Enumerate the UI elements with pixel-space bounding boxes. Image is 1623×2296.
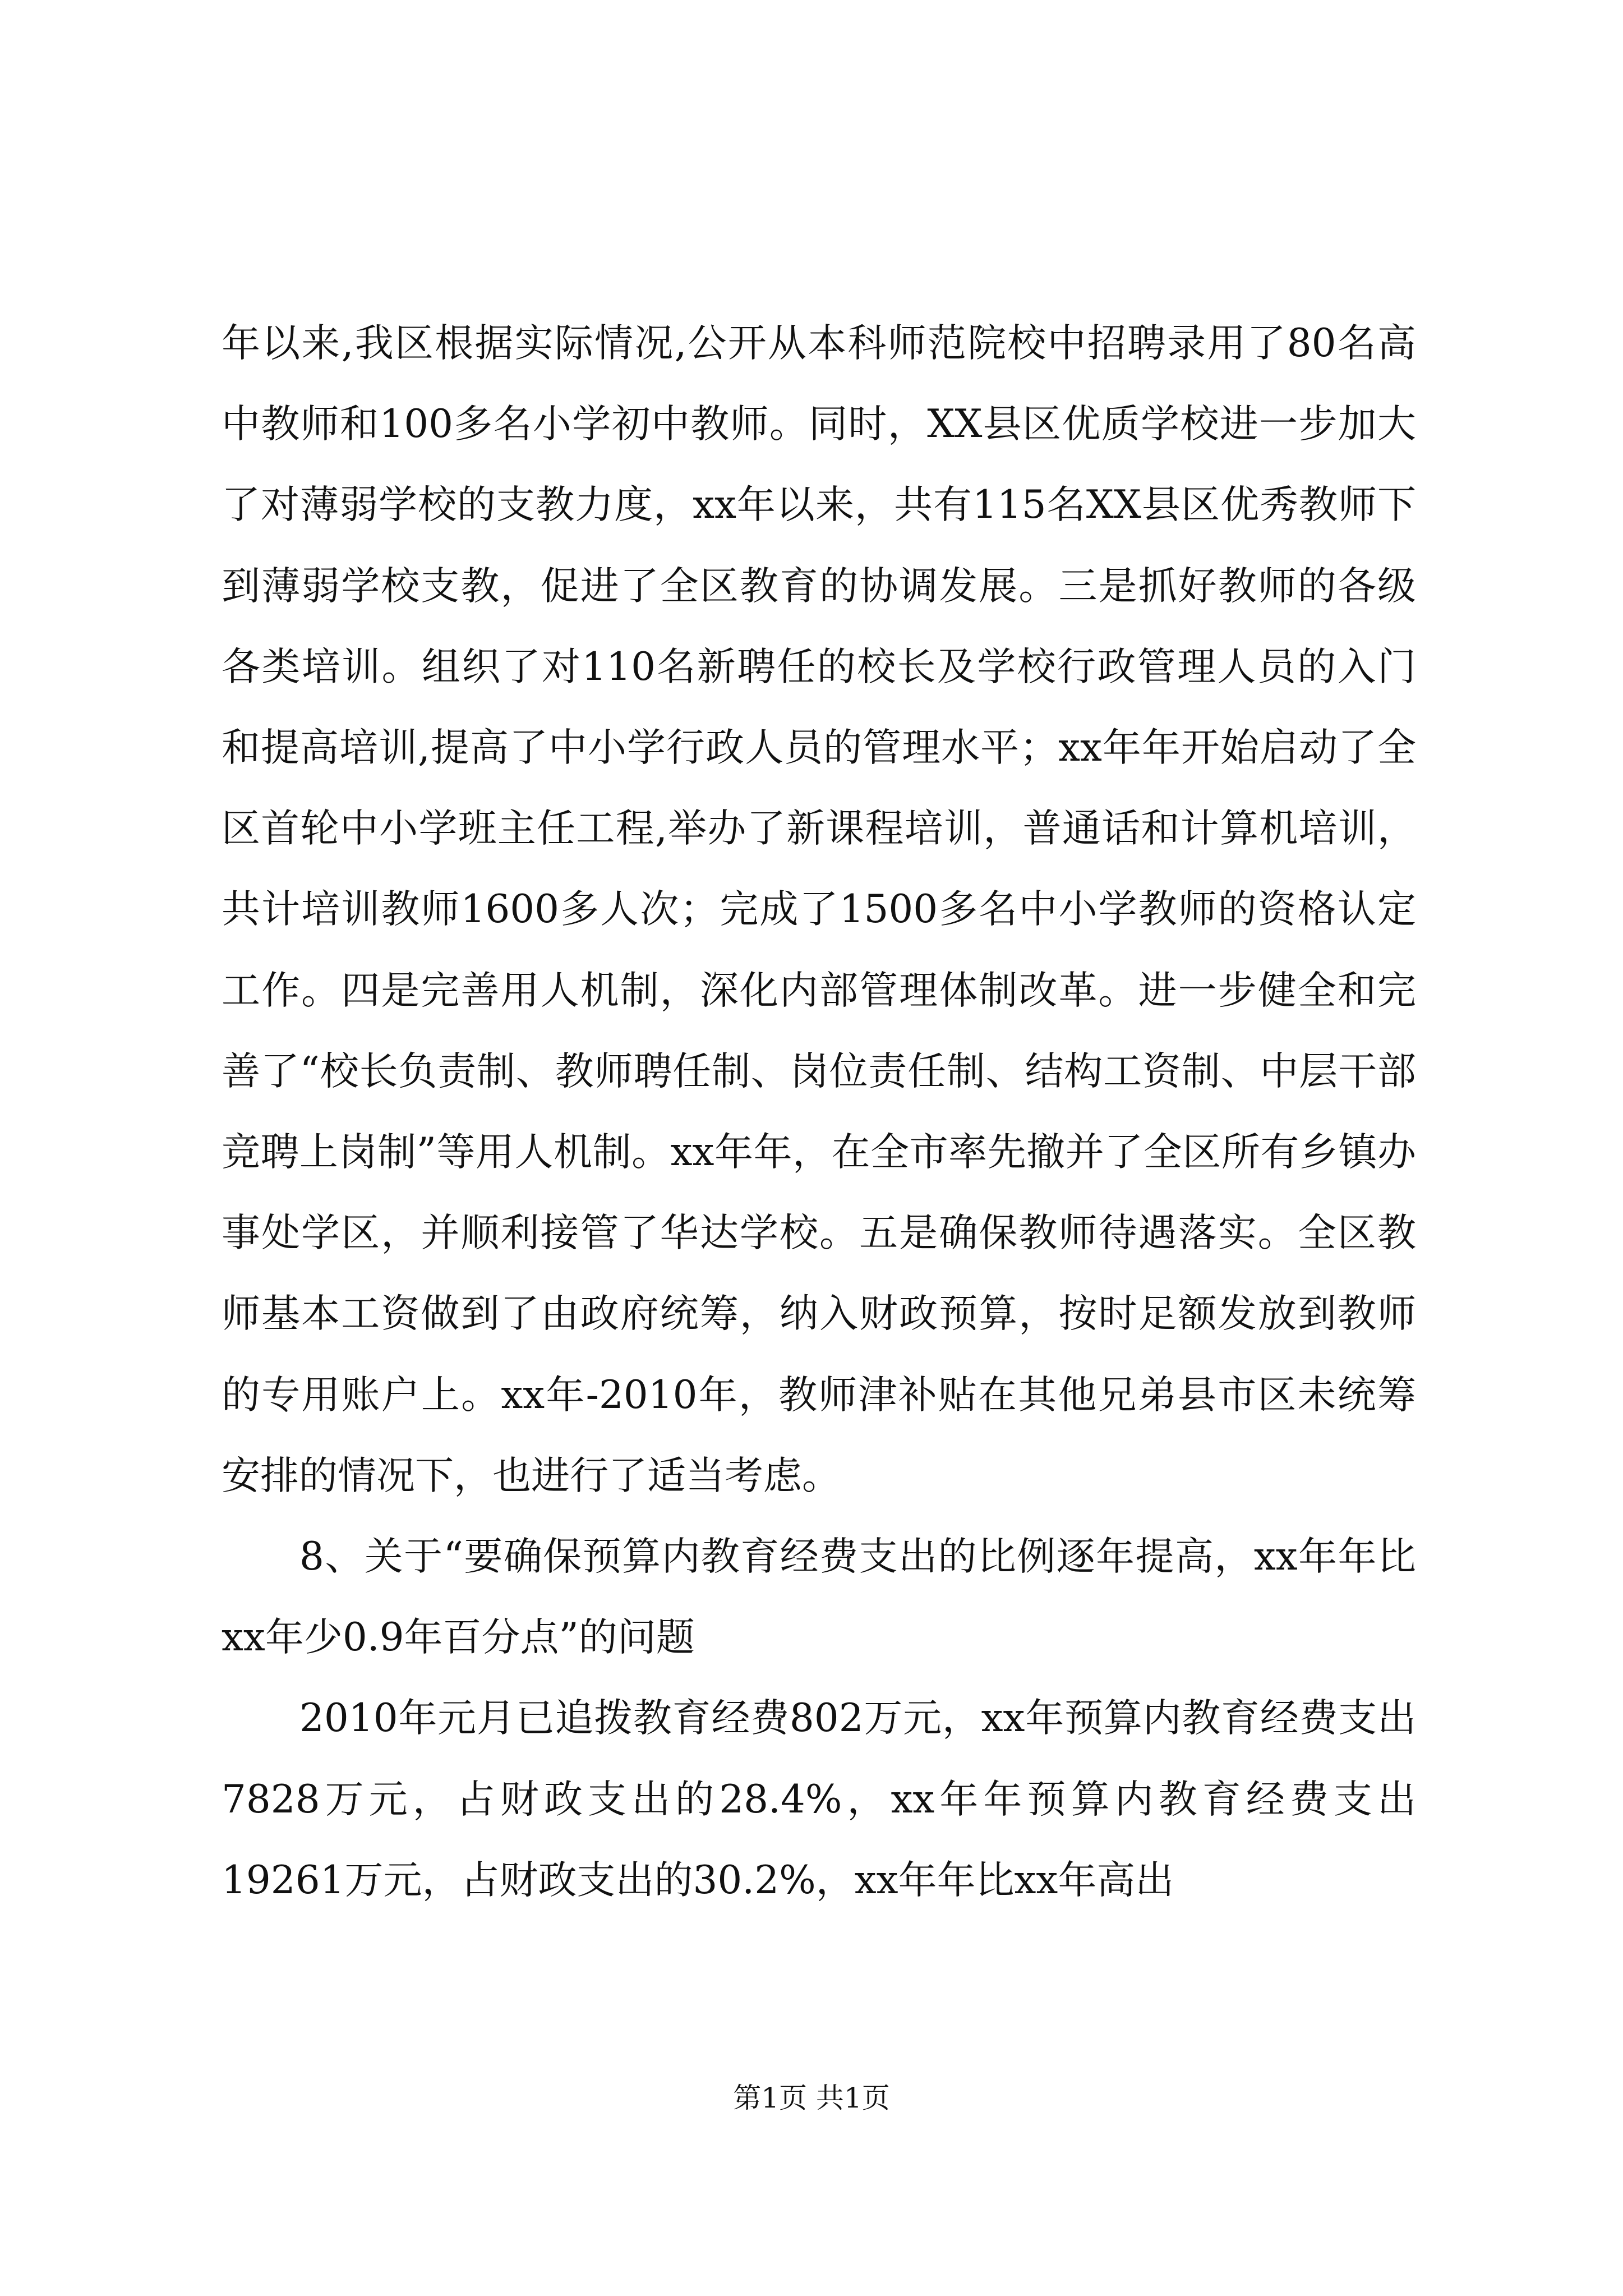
paragraph-section-8-heading: 8、关于“要确保预算内教育经费支出的比例逐年提高，xx年年比xx年少0.9年百分点”的问题 bbox=[222, 1534, 1416, 1660]
document-body bbox=[222, 303, 1416, 1921]
paragraph-continuation: 年以来,我区根据实际情况,公开从本科师范院校中招聘录用了80名高中教师和100多名小学初中教师。同时，XX县区优质学校进一步加大了对薄弱学校的支教力度，xx年以来，共有115名XX县区优秀教师下到薄弱学校支教，促进了全区教育的协调发展。三是抓好教师的各级各类培训。组织了对110名新聘任的校长及学校行政管理人员的入门和提高培训,提高了中小学行政人员的管理水平；xx年年开始启动了全区首轮中小学班主任工程,举办了新课程培训，普通话和计算机培训，共计培训教师1600多人次；完成了1500多名中小学教师的资格认定工作。四是完善用人机制，深化内部管理体制改革。进一步健全和完善了“校长负责制、教师聘任制、岗位责任制、结构工资制、中层干部竞聘上岗制”等用人机制。xx年年，在全市率先撤并了全区所有乡镇办事处学区，并顺利接管了华达学校。五是确保教师待遇落实。全区教师基本工资做到了由政府统筹，纳入财政预算，按时足额发放到教师的专用账户上。xx年-2010年，教师津补贴在其他兄弟县市区未统筹安排的情况下，也进行了适当考虑。 bbox=[222, 321, 1416, 1498]
page-footer: 第1页 共1页 bbox=[733, 2082, 890, 2114]
paragraph-budget-figures: 2010年元月已追拨教育经费802万元，xx年预算内教育经费支出7828万元，占财政支出的28.4%，xx年年预算内教育经费支出19261万元，占财政支出的30.2%，xx年年比xx年高出 bbox=[222, 1696, 1416, 1903]
